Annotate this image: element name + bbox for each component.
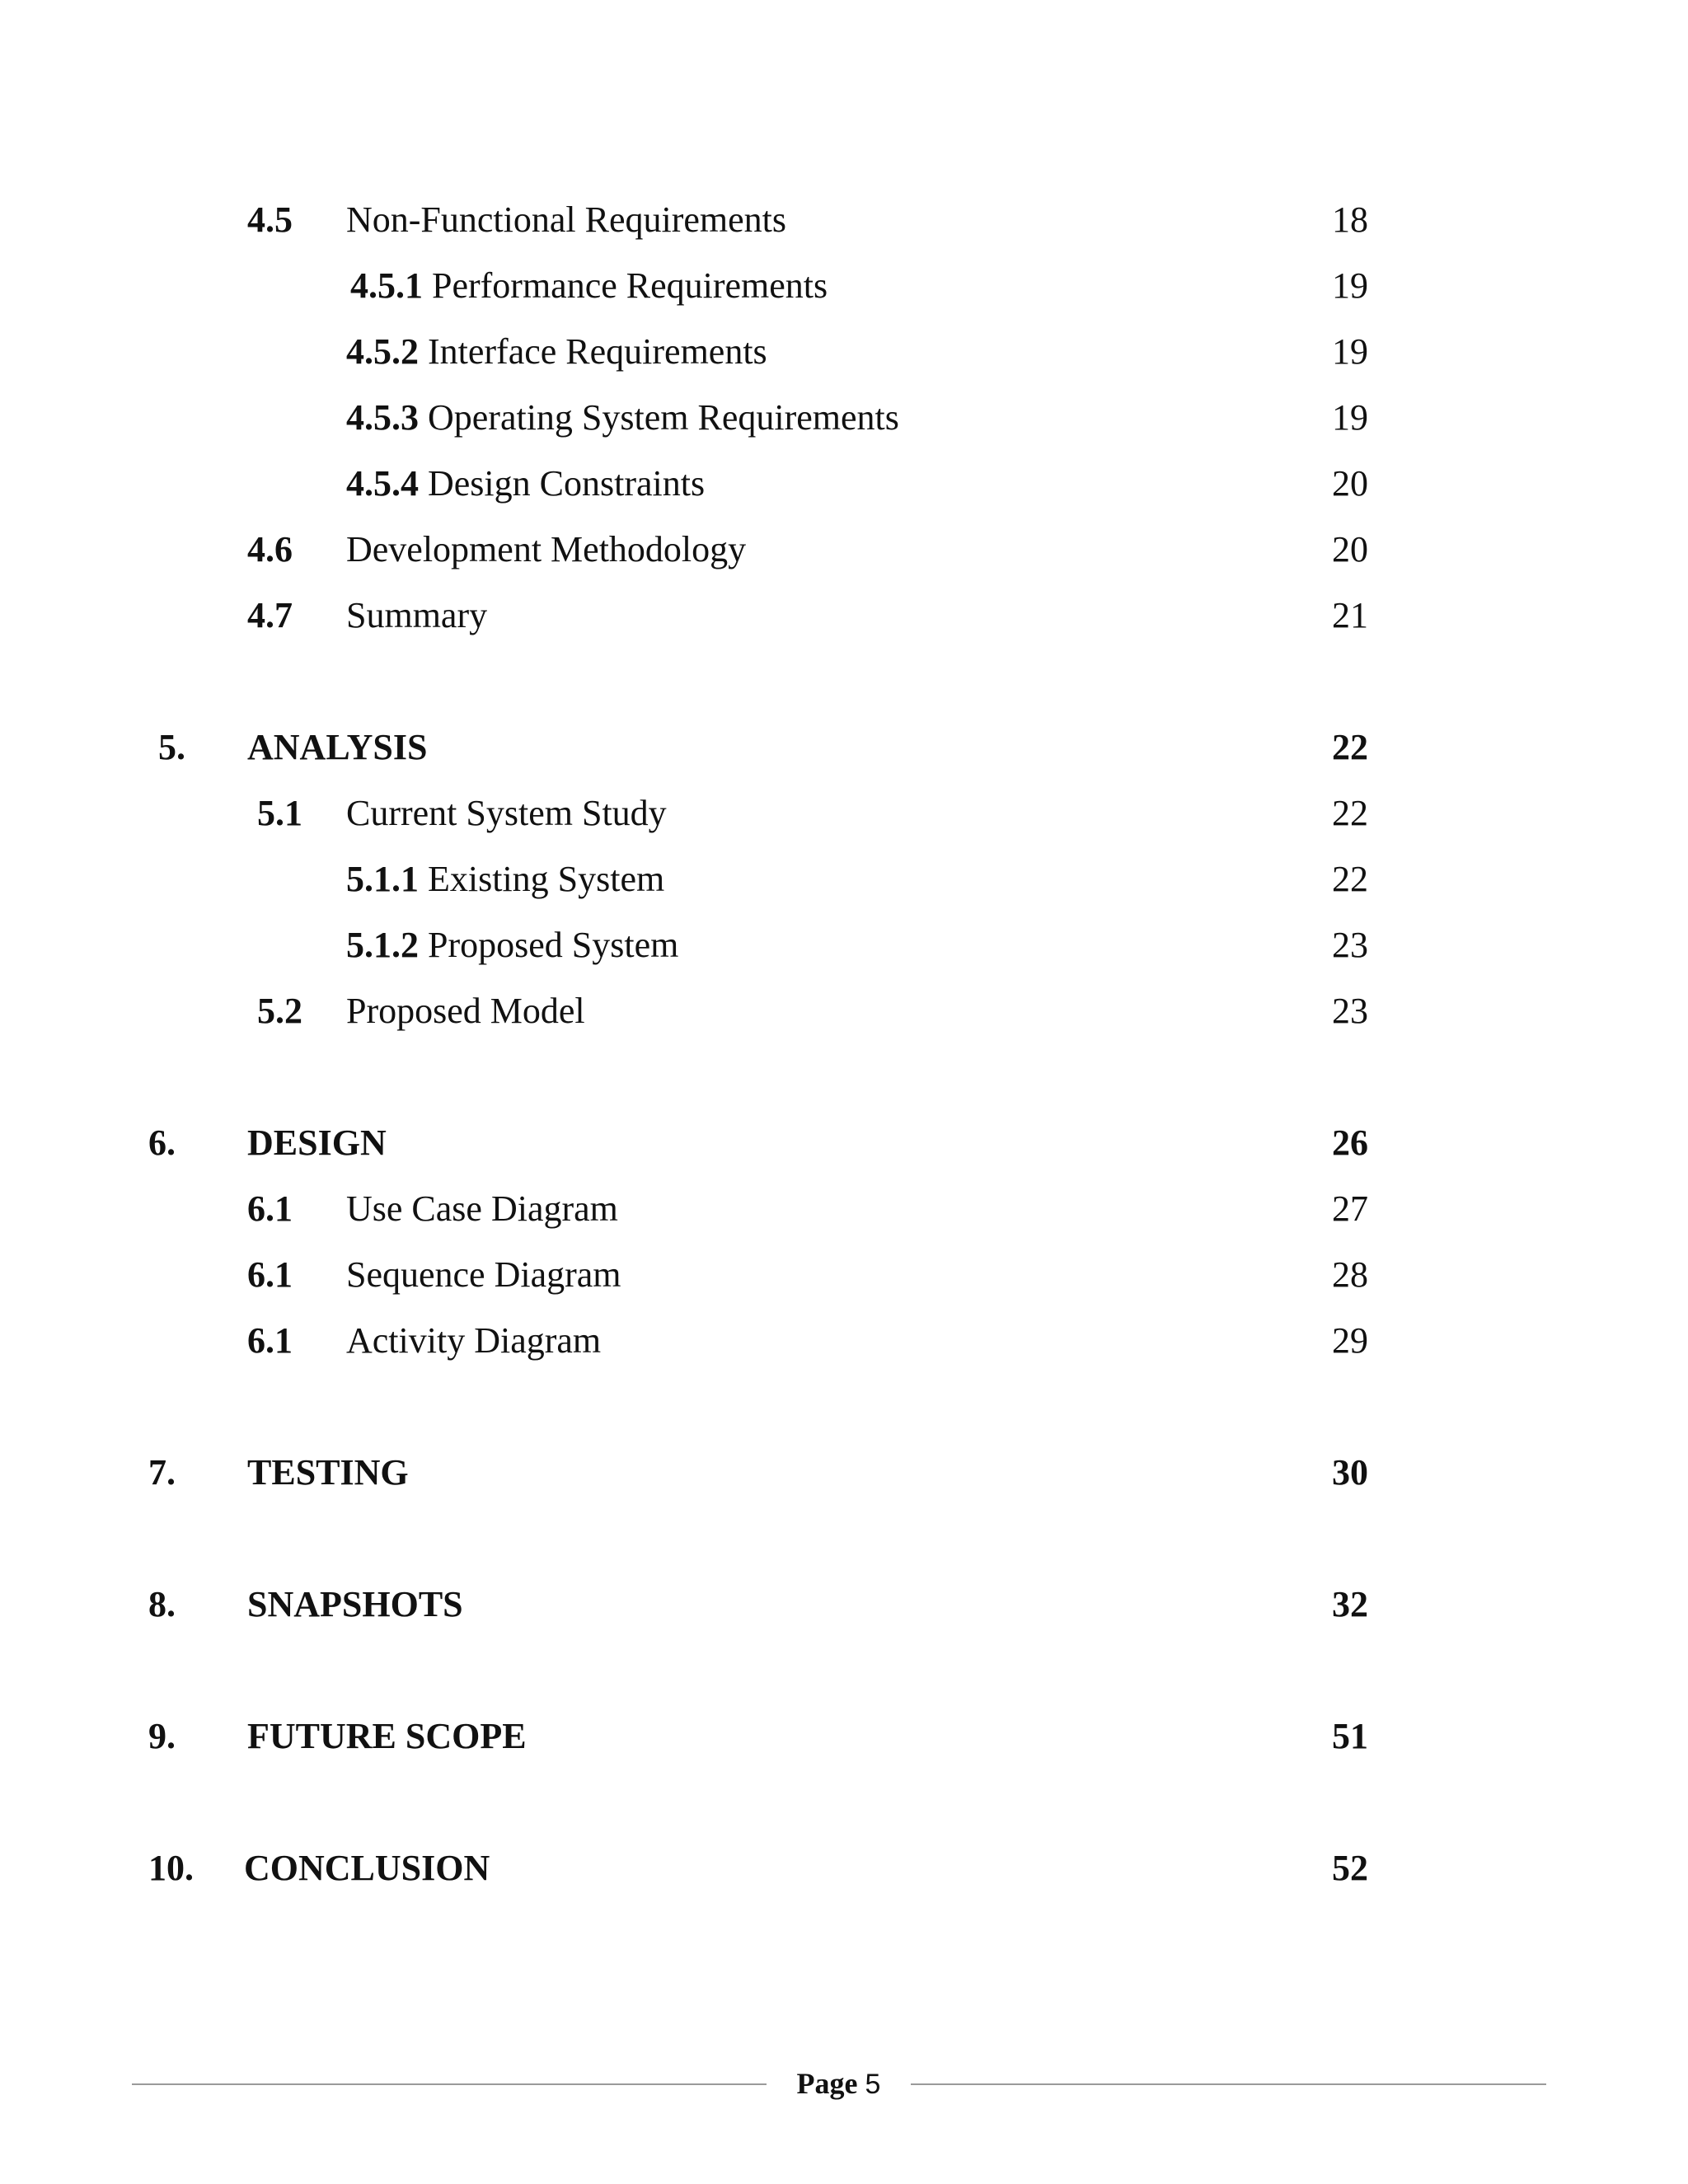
toc-chapter-snapshots [0, 1580, 1688, 1629]
toc-entry-page: 23 [1332, 991, 1368, 1031]
toc-entry-page: 20 [1332, 529, 1368, 569]
toc-entry-page: 29 [1332, 1320, 1368, 1361]
toc-chapter-future-scope [0, 1712, 1688, 1761]
toc-entry-number: 4.5.2 [346, 331, 419, 372]
toc-entry-5-1-2 [0, 921, 1688, 970]
toc-entry-label [346, 327, 767, 377]
toc-entry-page: 21 [1332, 595, 1368, 635]
toc-entry-number: 4.5.4 [346, 463, 419, 504]
toc-entry-label [346, 393, 899, 443]
toc-entry-title: Non-Functional Requirements [346, 199, 787, 240]
toc-chapter-title: FUTURE SCOPE [247, 1716, 527, 1756]
toc-entry-5-2 [0, 987, 1688, 1036]
toc-entry-page: 18 [1332, 199, 1368, 240]
toc-entry-page: 22 [1332, 859, 1368, 899]
toc-entry-title: Design Constraints [428, 463, 706, 504]
toc-entry-4-5-3 [0, 393, 1688, 443]
toc-chapter-page: 51 [1332, 1716, 1368, 1756]
toc-entry-title: Proposed Model [346, 991, 585, 1031]
toc-chapter-title: SNAPSHOTS [247, 1584, 463, 1624]
toc-chapter-testing [0, 1448, 1688, 1497]
toc-chapter-page: 22 [1332, 727, 1368, 767]
toc-chapter-number: 7. [148, 1452, 176, 1493]
toc-entry-page: 19 [1332, 265, 1368, 306]
toc-entry-label [350, 261, 828, 311]
toc-entry-number: 4.5.1 [350, 265, 423, 306]
page-footer [132, 2059, 1546, 2108]
toc-entry-title: Operating System Requirements [428, 397, 899, 438]
toc-entry-page: 22 [1332, 793, 1368, 833]
toc-chapter-number: 9. [148, 1716, 176, 1756]
toc-entry-5-1 [0, 789, 1688, 838]
footer-page-label [767, 2059, 911, 2109]
toc-chapter-number: 5. [158, 727, 185, 767]
toc-entry-number: 4.5 [247, 199, 293, 240]
toc-entry-4-5 [0, 195, 1688, 245]
toc-entry-4-5-1 [0, 261, 1688, 311]
toc-entry-4-5-2 [0, 327, 1688, 377]
toc-entry-title: Existing System [428, 859, 665, 899]
toc-entry-4-5-4 [0, 459, 1688, 509]
toc-chapter-number: 8. [148, 1584, 176, 1624]
toc-entry-number: 5.1.2 [346, 925, 419, 965]
toc-entry-number: 6.1 [247, 1320, 293, 1361]
toc-entry-number: 6.1 [247, 1254, 293, 1295]
toc-entry-number: 4.5.3 [346, 397, 419, 438]
toc-entry-title: Activity Diagram [346, 1320, 602, 1361]
footer-page-number: 5 [865, 2069, 881, 2100]
toc-entry-label [346, 921, 678, 970]
toc-entry-number: 5.1.1 [346, 859, 419, 899]
footer-rule-right [911, 2083, 1546, 2085]
toc-entry-page: 19 [1332, 397, 1368, 438]
toc-chapter-page: 26 [1332, 1122, 1368, 1163]
toc-entry-page: 19 [1332, 331, 1368, 372]
toc-chapter-number: 10. [148, 1848, 194, 1888]
toc-entry-title: Summary [346, 595, 488, 635]
toc-entry-label [346, 459, 705, 509]
toc-chapter-page: 32 [1332, 1584, 1368, 1624]
toc-entry-title: Current System Study [346, 793, 667, 833]
toc-entry-number: 5.1 [257, 793, 302, 833]
toc-entry-6-1-sequence [0, 1250, 1688, 1300]
toc-chapter-title: TESTING [247, 1452, 409, 1493]
toc-chapter-design [0, 1118, 1688, 1168]
toc-entry-page: 28 [1332, 1254, 1368, 1295]
toc-entry-number: 5.2 [257, 991, 302, 1031]
toc-chapter-title: ANALYSIS [247, 727, 428, 767]
footer-page-word: Page [796, 2067, 858, 2100]
toc-entry-5-1-1 [0, 855, 1688, 904]
toc-entry-6-1-activity [0, 1316, 1688, 1366]
toc-entry-title: Performance Requirements [432, 265, 828, 306]
toc-chapter-analysis [0, 723, 1688, 772]
footer-rule-left [132, 2083, 767, 2085]
toc-chapter-page: 52 [1332, 1848, 1368, 1888]
toc-chapter-page: 30 [1332, 1452, 1368, 1493]
toc-chapter-title: DESIGN [247, 1122, 387, 1163]
toc-entry-number: 6.1 [247, 1188, 293, 1229]
toc-entry-4-7 [0, 591, 1688, 640]
toc-chapter-number: 6. [148, 1122, 176, 1163]
toc-entry-title: Interface Requirements [428, 331, 767, 372]
toc-chapter-title: CONCLUSION [244, 1848, 490, 1888]
toc-entry-number: 4.6 [247, 529, 293, 569]
toc-entry-title: Development Methodology [346, 529, 747, 569]
toc-entry-title: Use Case Diagram [346, 1188, 618, 1229]
toc-entry-number: 4.7 [247, 595, 293, 635]
toc-entry-title: Proposed System [428, 925, 679, 965]
toc-entry-4-6 [0, 525, 1688, 574]
toc-entry-page: 23 [1332, 925, 1368, 965]
toc-entry-6-1-use-case [0, 1184, 1688, 1234]
toc-entry-page: 27 [1332, 1188, 1368, 1229]
toc-entry-label [346, 855, 664, 904]
toc-chapter-conclusion [0, 1844, 1688, 1893]
toc-entry-title: Sequence Diagram [346, 1254, 621, 1295]
toc-entry-page: 20 [1332, 463, 1368, 504]
